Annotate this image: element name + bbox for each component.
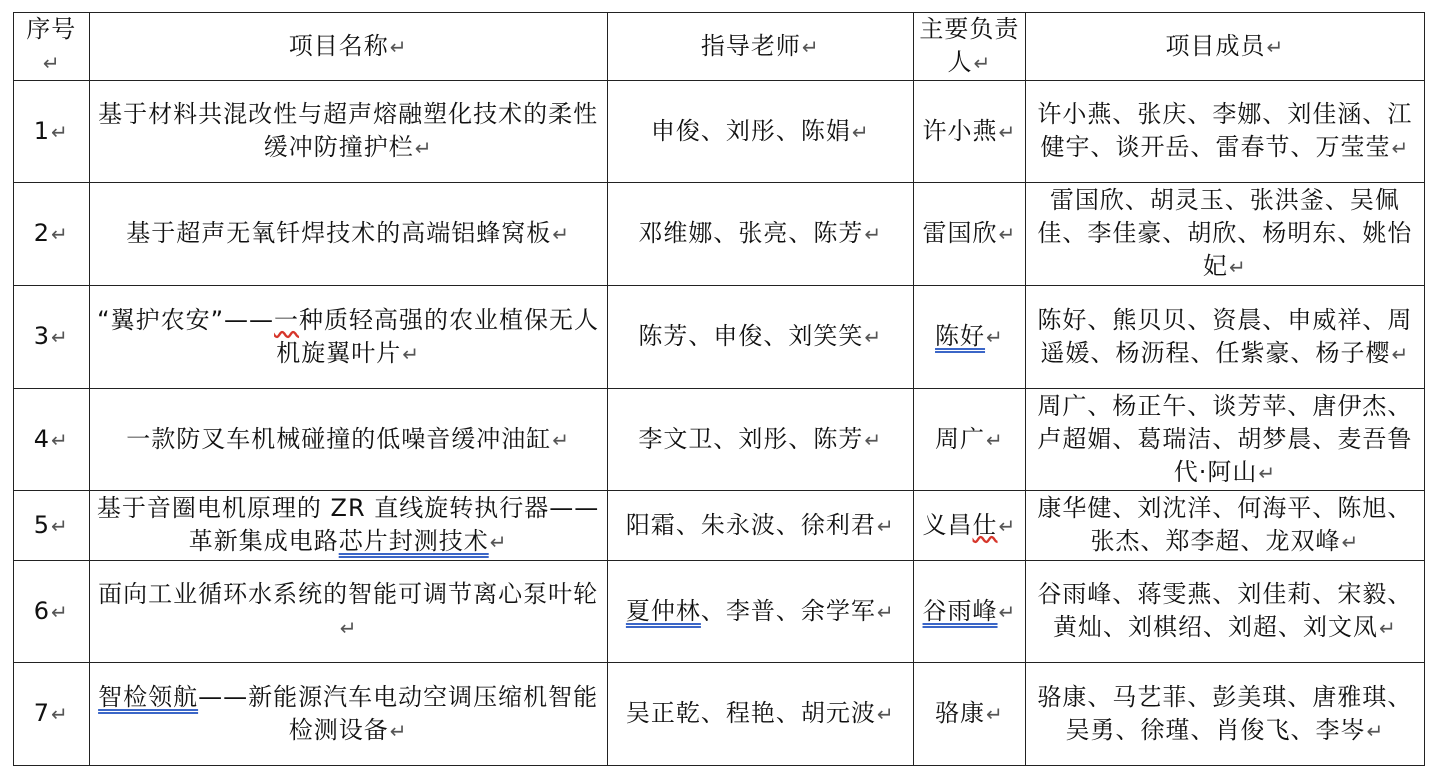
grammar-flag: 芯片封测技术 <box>338 527 489 555</box>
cell-index: 3↵ <box>14 286 90 389</box>
cell-leader: 周广↵ <box>913 389 1025 491</box>
grammar-flag: 谷雨峰 <box>922 596 998 625</box>
cell-leader: 雷国欣↵ <box>913 183 1025 286</box>
cell-advisors: 陈芳、申俊、刘笑笑↵ <box>607 286 913 389</box>
cell-index: 6↵ <box>14 561 90 663</box>
cell-leader: 骆康↵ <box>913 663 1025 766</box>
cell-leader: 义昌仕↵ <box>913 491 1025 561</box>
cell-leader: 陈好↵ <box>913 286 1025 389</box>
cell-index: 7↵ <box>14 663 90 766</box>
header-advisors: 指导老师↵ <box>607 13 913 81</box>
table-row <box>14 183 1425 286</box>
table-row <box>14 389 1425 491</box>
cell-index: 2↵ <box>14 183 90 286</box>
cell-advisors: 夏仲林、李普、余学军↵ <box>607 561 913 663</box>
cell-leader: 谷雨峰↵ <box>913 561 1025 663</box>
cell-members: 陈好、熊贝贝、资晨、申威祥、周遥媛、杨沥程、任紫豪、杨子樱↵ <box>1025 286 1424 389</box>
header-project-name: 项目名称↵ <box>89 13 607 81</box>
cell-project-name: 面向工业循环水系统的智能可调节离心泵叶轮↵ <box>89 561 607 663</box>
cell-members: 周广、杨正午、谈芳苹、唐伊杰、卢超媚、葛瑞洁、胡梦晨、麦吾鲁代·阿山↵ <box>1025 389 1424 491</box>
cell-project-name: “翼护农安”——一种质轻高强的农业植保无人机旋翼叶片↵ <box>89 286 607 389</box>
cell-advisors: 李文卫、刘彤、陈芳↵ <box>607 389 913 491</box>
cell-index: 5↵ <box>14 491 90 561</box>
table-header-row <box>14 13 1425 81</box>
cell-members: 康华健、刘沈洋、何海平、陈旭、张杰、郑李超、龙双峰↵ <box>1025 491 1424 561</box>
table-row <box>14 286 1425 389</box>
header-leader: 主要负责人↵ <box>913 13 1025 81</box>
table-row <box>14 491 1425 561</box>
cell-members: 谷雨峰、蒋雯燕、刘佳莉、宋毅、黄灿、刘棋绍、刘超、刘文凤↵ <box>1025 561 1424 663</box>
project-table <box>13 12 1425 766</box>
table-row <box>14 81 1425 183</box>
cell-project-name: 智检领航——新能源汽车电动空调压缩机智能检测设备↵ <box>89 663 607 766</box>
cell-members: 骆康、马艺菲、彭美琪、唐雅琪、吴勇、徐瑾、肖俊飞、李岑↵ <box>1025 663 1424 766</box>
cell-advisors: 吴正乾、程艳、胡元波↵ <box>607 663 913 766</box>
cell-members: 许小燕、张庆、李娜、刘佳涵、江健宇、谈开岳、雷春节、万莹莹↵ <box>1025 81 1424 183</box>
header-index: 序号↵ <box>14 13 90 81</box>
table-row <box>14 561 1425 663</box>
header-members: 项目成员↵ <box>1025 13 1424 81</box>
cell-project-name: 基于材料共混改性与超声熔融塑化技术的柔性缓冲防撞护栏↵ <box>89 81 607 183</box>
grammar-flag: 陈好 <box>935 322 986 350</box>
table-row <box>14 663 1425 766</box>
grammar-flag: 夏仲林 <box>625 596 701 625</box>
cell-advisors: 邓维娜、张亮、陈芳↵ <box>607 183 913 286</box>
cell-project-name: 基于超声无氧钎焊技术的高端铝蜂窝板↵ <box>89 183 607 286</box>
cell-index: 4↵ <box>14 389 90 491</box>
cell-index: 1↵ <box>14 81 90 183</box>
cell-members: 雷国欣、胡灵玉、张洪釜、吴佩佳、李佳豪、胡欣、杨明东、姚怡妃↵ <box>1025 183 1424 286</box>
cell-advisors: 阳霜、朱永波、徐利君↵ <box>607 491 913 561</box>
cell-project-name: 基于音圈电机原理的 ZR 直线旋转执行器——革新集成电路芯片封测技术↵ <box>89 491 607 561</box>
cell-leader: 许小燕↵ <box>913 81 1025 183</box>
spelling-flag: 一 <box>274 305 300 334</box>
grammar-flag: 智检领航 <box>98 682 199 711</box>
cell-project-name: 一款防叉车机械碰撞的低噪音缓冲油缸↵ <box>89 389 607 491</box>
cell-advisors: 申俊、刘彤、陈娟↵ <box>607 81 913 183</box>
spelling-flag: 仕 <box>972 510 998 539</box>
